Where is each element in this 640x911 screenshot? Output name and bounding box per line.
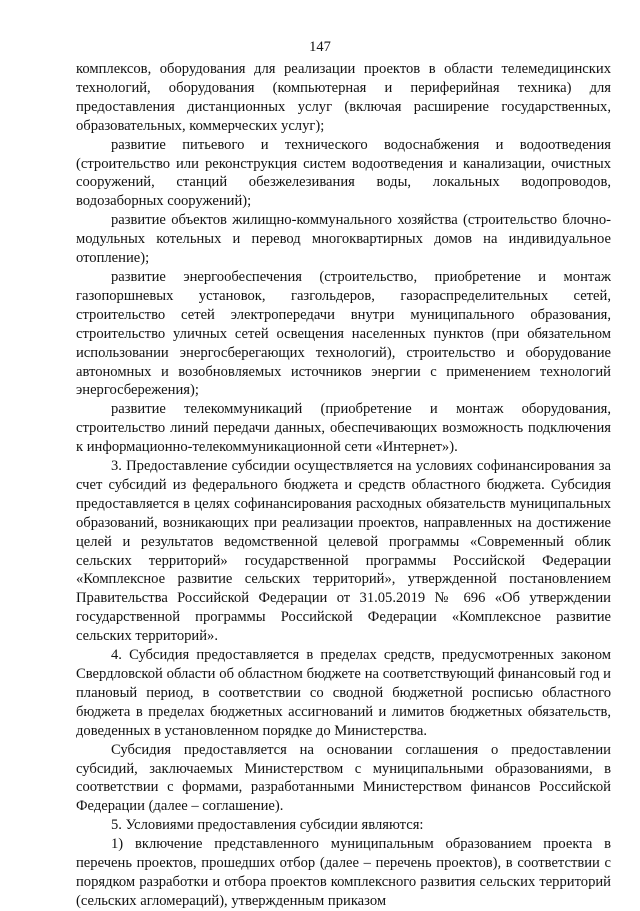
paragraph-8: Субсидия предоставляется на основании соглашения о предоставлении субсидий, заключаемых Министерством с муниципальными образованиями, в соответствии с формами, разработанными Министерством финансов Российской Федерации (далее – соглашение).: [76, 741, 611, 815]
paragraph-5: развитие телекоммуникаций (приобретение и монтаж оборудования, строительство линий передачи данных, обеспечивающих возможность подключения к информационно-телекоммуникационной сети «Интернет»).: [76, 401, 611, 456]
paragraph-3: развитие объектов жилищно-коммунального хозяйства (строительство блочно-модульных котельных и перевод многоквартирных домов на индивидуальное отопление);: [76, 212, 611, 267]
paragraph-6: 3. Предоставление субсидии осуществляется на условиях софинансирования за счет субсидий из федерального бюджета и средств областного бюджета. Субсидия предоставляется в целях софинансирования расходных обязательств муниципальных образований, возникающих при реализации проектов, направленных на достижение целей и результатов ведомственной целевой программы «Современный облик сельских территорий» государственной программы Российской Федерации «Комплексное развитие сельских территорий», утвержденной постановлением Правительства Российской Федерации от 31.05.2019 № 696 «Об утверждении государственной программы Российской Федерации «Комплексное развитие сельских территорий».: [76, 458, 611, 645]
paragraph-9: 5. Условиями предоставления субсидии являются:: [111, 817, 424, 834]
paragraph-1: комплексов, оборудования для реализации проектов в области телемедицинских технологий, оборудования (компьютерная и периферийная техника) для предоставления дистанционных услуг (включая расширение государственных, образовательных, коммерческих услуг);: [76, 61, 611, 134]
paragraph-10: 1) включение представленного муниципальным образованием проекта в перечень проектов, прошедших отбор (далее – перечень проектов), в соответствии с порядком разработки и отбора проектов комплексного развития сельских территорий (сельских агломераций), утвержденным приказом: [76, 836, 611, 909]
paragraph-4: развитие энергообеспечения (строительство, приобретение и монтаж газопоршневых установок, газгольдеров, газораспределительных сетей, строительство сетей электропередачи внутри муниципального образования, строительство уличных сетей освещения населенных пунктов (при обязательном использовании энергосберегающих технологий), строительство и оборудование автономных и возобновляемых источников энергии с применением технологий энергосбережения);: [76, 268, 611, 399]
document-body: [76, 60, 611, 911]
page-number: 147: [309, 39, 331, 55]
paragraph-7: 4. Субсидия предоставляется в пределах средств, предусмотренных законом Свердловской области об областном бюджете на соответствующий финансовый год и плановый период, в соответствии со сводной бюджетной росписью областного бюджета в пределах бюджетных ассигнований и лимитов бюджетных обязательств, доведенных в установленном порядке до Министерства.: [76, 647, 611, 739]
paragraph-2: развитие питьевого и технического водоснабжения и водоотведения (строительство или реконструкция систем водоотведения и канализации, очистных сооружений, станций обезжелезивания воды, локальных водопроводов, водозаборных сооружений);: [76, 136, 611, 210]
